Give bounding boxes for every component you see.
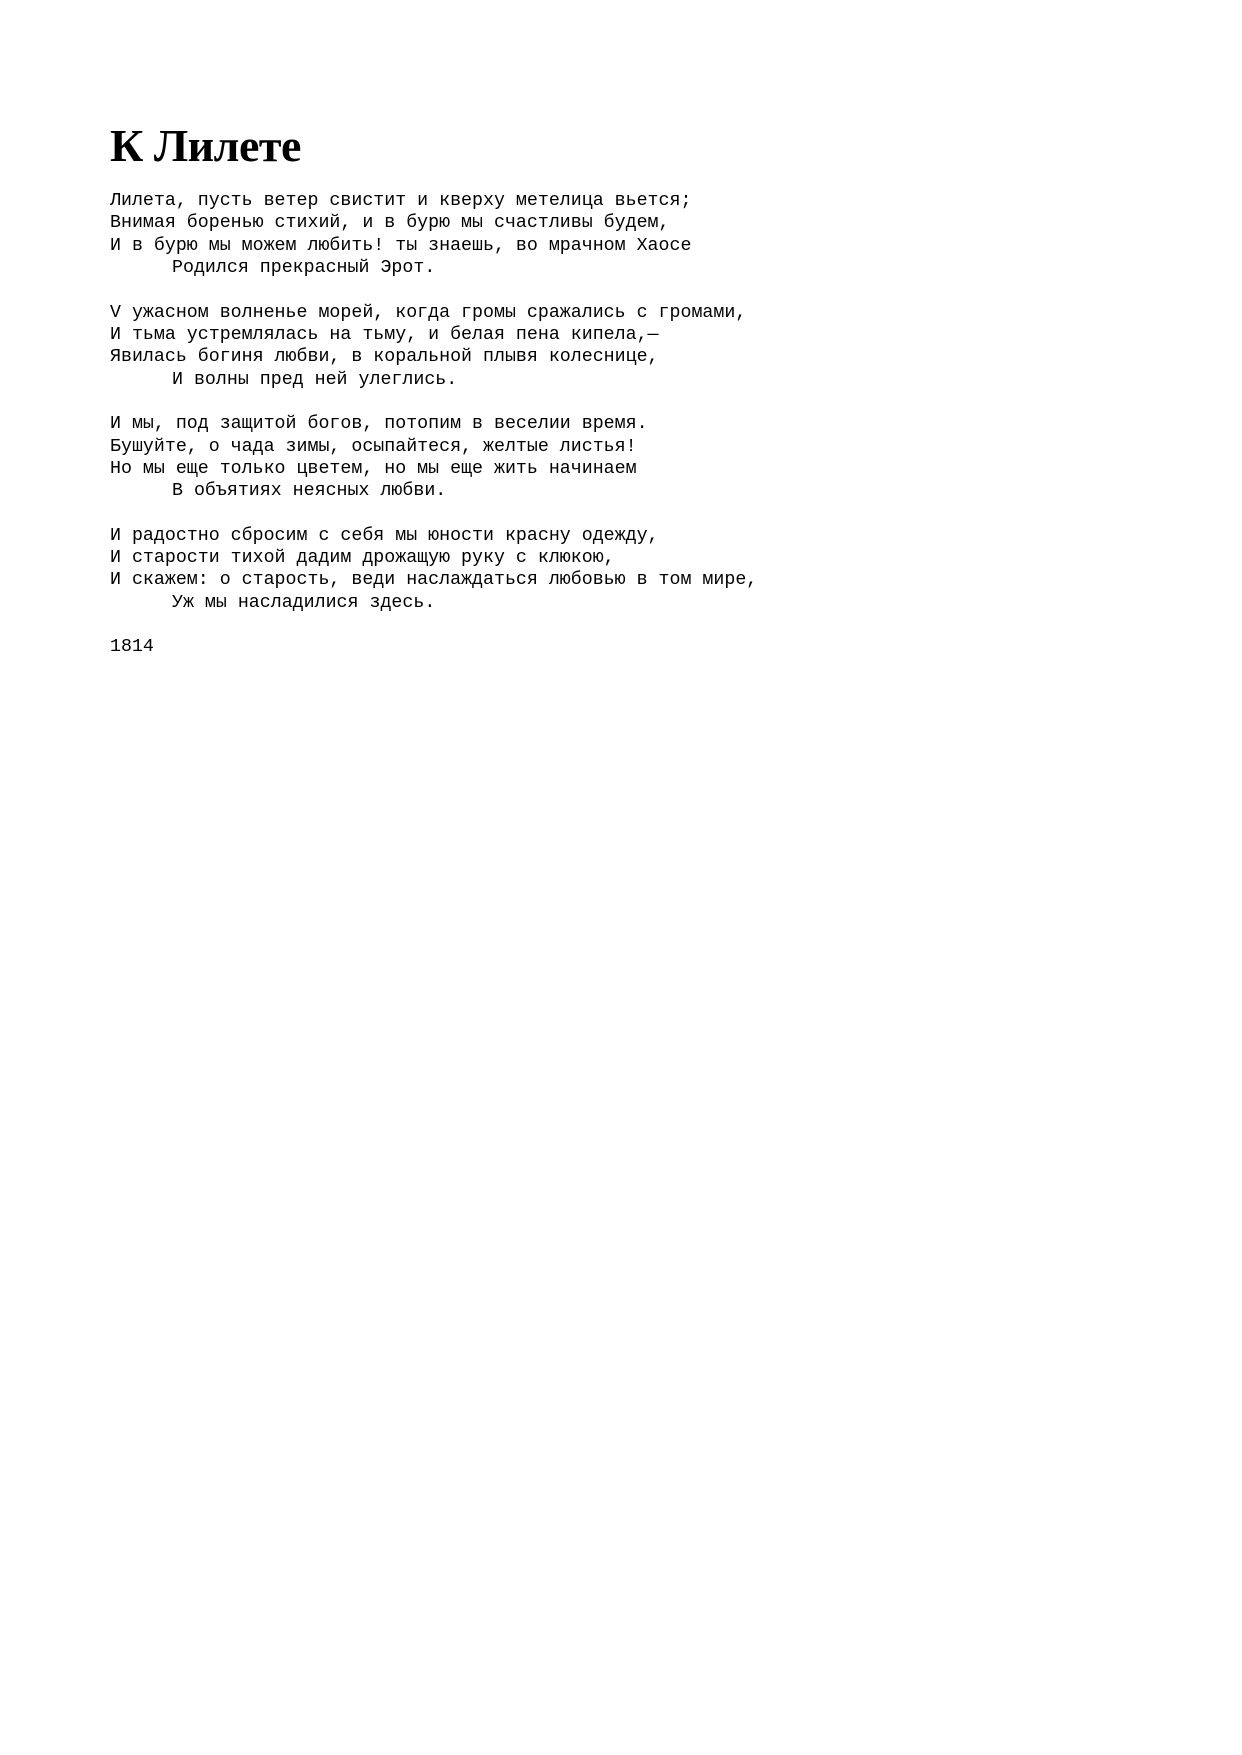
poem-line: Но мы еще только цветем, но мы еще жить начинаем bbox=[110, 458, 637, 479]
poem-line: И старости тихой дадим дрожащую руку с клюкою, bbox=[110, 548, 615, 569]
stanza-2 bbox=[110, 302, 1130, 392]
poem-line: И в бурю мы можем любить! ты знаешь, во мрачном Хаосе bbox=[110, 235, 692, 256]
poem-line: И скажем: о старость, веди наслаждаться любовью в том мире, bbox=[110, 570, 758, 591]
poem-line: V ужасном волненье морей, когда громы сражались с громами, bbox=[110, 302, 747, 323]
poem-line-indented: Уж мы насладилися здесь. bbox=[172, 592, 436, 613]
poem-title: К Лилете bbox=[110, 120, 301, 171]
poem-line: И тьма устремлялась на тьму, и белая пена кипела,— bbox=[110, 324, 659, 345]
poem-line: Явилась богиня любви, в коральной плывя колеснице, bbox=[110, 347, 659, 368]
poem-line-indented: Родился прекрасный Эрот. bbox=[172, 258, 436, 279]
poem-line: И мы, под защитой богов, потопим в веселии время. bbox=[110, 414, 648, 435]
stanza-3 bbox=[110, 413, 1130, 503]
poem-year: 1814 bbox=[110, 637, 154, 658]
stanza-1 bbox=[110, 190, 1130, 280]
poem-line-indented: В объятиях неясных любви. bbox=[172, 481, 447, 502]
stanza-4 bbox=[110, 525, 1130, 615]
poem-line: И радостно сбросим с себя мы юности красну одежду, bbox=[110, 525, 659, 546]
poem-line: Лилета, пусть ветер свистит и кверху метелица вьется; bbox=[110, 191, 692, 211]
document-page bbox=[110, 118, 1130, 659]
poem-line: Бушуйте, о чада зимы, осыпайтеся, желтые листья! bbox=[110, 436, 637, 457]
poem-line-indented: И волны пред ней улеглись. bbox=[172, 369, 458, 390]
poem-line: Внимая боренью стихий, и в бурю мы счастливы будем, bbox=[110, 213, 670, 234]
